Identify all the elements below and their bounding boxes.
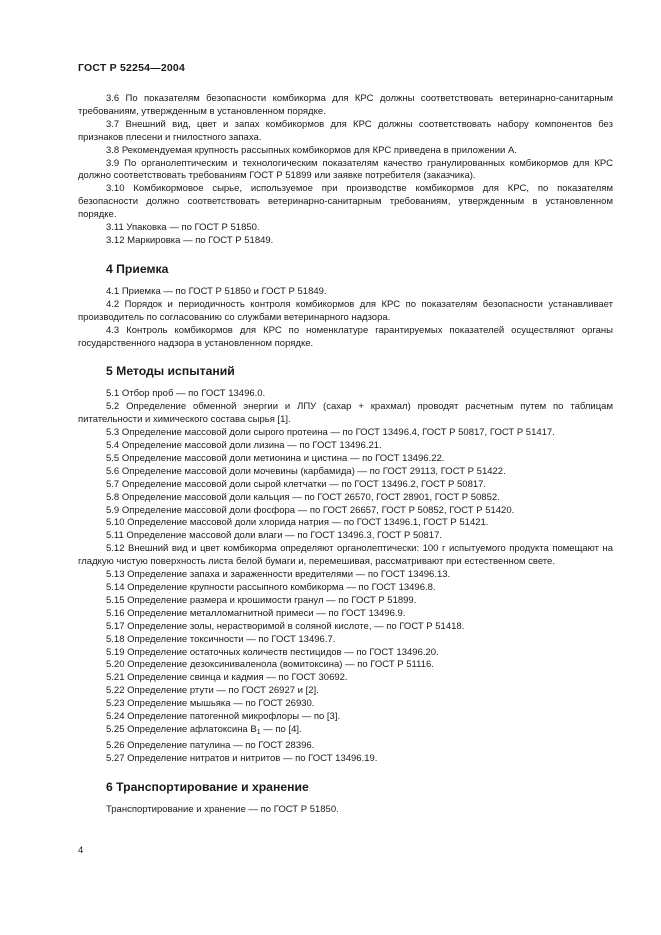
paragraph: 5.26 Определение патулина — по ГОСТ 28396. <box>106 739 315 751</box>
paragraph: 3.11 Упаковка — по ГОСТ Р 51850. <box>106 222 260 234</box>
paragraph: 5.18 Определение токсичности — по ГОСТ 13496.7. <box>106 633 336 645</box>
paragraph-text: — по [4]. <box>260 723 302 735</box>
paragraph: 5.6 Определение массовой доли мочевины (карбамида) — по ГОСТ 29113, ГОСТ Р 51422. <box>106 465 506 477</box>
document-header: ГОСТ Р 52254—2004 <box>78 62 186 74</box>
paragraph: 3.7 Внешний вид, цвет и запах комбикормов для КРС должны соответствовать набору компонентов без признаков плесени и гнилостного запаха. <box>78 118 613 143</box>
paragraph-text: 5.25 Определение афлатоксина В <box>106 723 257 735</box>
subscript: 1 <box>256 728 261 736</box>
paragraph: 5.4 Определение массовой доли лизина — по ГОСТ 13496.21. <box>106 440 382 452</box>
paragraph: 5.23 Определение мышьяка — по ГОСТ 26930. <box>106 698 315 710</box>
page-number: 4 <box>78 845 84 856</box>
paragraph: 3.10 Комбикормовое сырье, используемое при производстве комбикормов для КРС, по показателям безопасности должно соответствовать ветеринарно-санитарным требованиям, утвержденным в установленном порядке. <box>78 183 613 221</box>
paragraph: 5.16 Определение металломагнитной примеси — по ГОСТ 13496.9. <box>106 607 406 619</box>
paragraph: 5.11 Определение массовой доли влаги — по ГОСТ 13496.3, ГОСТ Р 50817. <box>106 530 443 542</box>
paragraph: 5.19 Определение остаточных количеств пестицидов — по ГОСТ 13496.20. <box>106 646 439 658</box>
paragraph: 4.3 Контроль комбикормов для КРС по номенклатуре гарантируемых показателей осуществляют органы государственного надзора в установленном порядке. <box>78 324 613 349</box>
paragraph: 5.8 Определение массовой доли кальция — по ГОСТ 26570, ГОСТ 28901, ГОСТ Р 50852. <box>106 491 500 503</box>
paragraph: 5.1 Отбор проб — по ГОСТ 13496.0. <box>106 388 266 400</box>
paragraph: 4.2 Порядок и периодичность контроля комбикормов для КРС по показателям безопасности устанавливает производитель по согласованию со службами ветеринарного надзора. <box>78 298 613 323</box>
paragraph: 5.12 Внешний вид и цвет комбикорма определяют органолептически: 100 г испытуемого продукта помещают на гладкую чистую поверхность листа белой бумаги и, перемешивая, рассматривают при естественном свете. <box>78 543 613 568</box>
paragraph: 5.27 Определение нитратов и нитритов — по ГОСТ 13496.19. <box>106 752 378 764</box>
section-5-items <box>78 388 613 765</box>
section-4-title: 4 Приемка <box>106 261 169 276</box>
paragraph: 5.13 Определение запаха и зараженности вредителями — по ГОСТ 13496.13. <box>106 569 451 581</box>
section-5-title: 5 Методы испытаний <box>106 364 235 379</box>
paragraph: 4.1 Приемка — по ГОСТ Р 51850 и ГОСТ Р 51849. <box>106 285 327 297</box>
paragraph: 5.5 Определение массовой доли метионина и цистина — по ГОСТ 13496.22. <box>106 452 445 464</box>
paragraph: 5.14 Определение крупности рассыпного комбикорма — по ГОСТ 13496.8. <box>106 582 436 593</box>
paragraph: 5.17 Определение золы, нерастворимой в соляной кислоте, — по ГОСТ Р 51418. <box>106 620 465 632</box>
paragraph: 3.6 По показателям безопасности комбикорма для КРС должны соответствовать ветеринарно-санитарным требованиям, утвержденным в установленном порядке. <box>78 93 613 117</box>
paragraph: 5.21 Определение свинца и кадмия — по ГОСТ 30692. <box>106 672 348 684</box>
paragraph: 5.2 Определение обменной энергии и ЛПУ (сахар + крахмал) проводят расчетным путем по таблицам питательности и химического состава сырья [1]. <box>78 401 613 426</box>
paragraph: 5.22 Определение ртути — по ГОСТ 26927 и [2]. <box>106 685 319 697</box>
paragraph: Транспортирование и хранение — по ГОСТ Р 51850. <box>106 803 339 815</box>
section-4-items <box>78 286 613 351</box>
paragraph: 5.15 Определение размера и крошимости гранул — по ГОСТ Р 51899. <box>106 594 417 606</box>
paragraph: 5.10 Определение массовой доли хлорида натрия — по ГОСТ 13496.1, ГОСТ Р 51421. <box>106 517 489 529</box>
paragraph-aflatoxin <box>78 724 613 740</box>
paragraph: 3.9 По органолептическим и технологическим показателям качество гранулированных комбикормов для КРС должно соответствовать требованиям ГОСТ Р 51899 или заявке потребителя (заказчика). <box>78 157 613 182</box>
paragraph: 3.12 Маркировка — по ГОСТ Р 51849. <box>106 234 274 246</box>
paragraph: 5.7 Определение массовой доли сырой клетчатки — по ГОСТ 13496.2, ГОСТ Р 50817. <box>106 478 487 490</box>
document-body <box>78 93 613 817</box>
paragraph: 5.3 Определение массовой доли сырого протеина — по ГОСТ 13496.4, ГОСТ Р 50817, ГОСТ Р 51417. <box>106 427 555 439</box>
paragraph: 5.20 Определение дезоксиниваленола (вомитоксина) — по ГОСТ Р 51116. <box>106 659 434 671</box>
section-6-title: 6 Транспортирование и хранение <box>106 779 309 794</box>
paragraph: 5.24 Определение патогенной микрофлоры — по [3]. <box>106 711 341 723</box>
paragraph: 5.9 Определение массовой доли фосфора — по ГОСТ 26657, ГОСТ Р 50852, ГОСТ Р 51420. <box>106 504 515 516</box>
section-3-items <box>78 93 613 248</box>
paragraph: 3.8 Рекомендуемая крупность рассыпных комбикормов для КРС приведена в приложении А. <box>106 144 517 156</box>
